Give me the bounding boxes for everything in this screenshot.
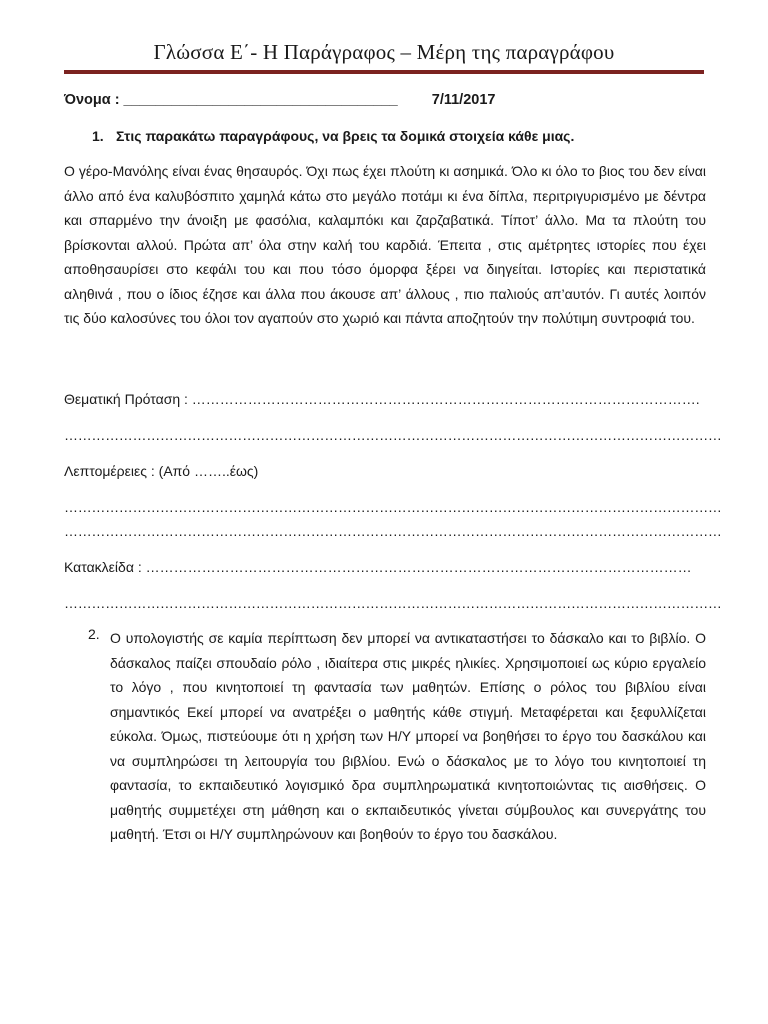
question-1-text: Στις παρακάτω παραγράφους, να βρεις τα δομικά στοιχεία κάθε μιας. (116, 128, 575, 144)
question-1 (92, 128, 574, 144)
conclusion-field[interactable]: Κατακλείδα : ……………………………………………………………………………………………………… (64, 559, 692, 575)
paragraph-1: Ο γέρο-Μανόλης είναι ένας θησαυρός. Όχι πως έχει πλούτη κι ασημικά. Όλο κι όλο το βιος του δεν είναι άλλο από ένα καλυβόσπιτο χαμηλά κάτω στο μεγάλο ποτάμι κι ένα δίπλα, περιτριγυρισμένο με δέντρα και σπαρμένο την άνοιξη με φασόλια, καλαμπόκι και ζαρζαβατικά. Τίποτ’ άλλο. Μα τα πλούτη του βρίσκονται αλλού. Πρώτα απ’ όλα στην καλή του καρδιά. Έπειτα , στις αμέτρητες ιστορίες που έχει αποθησαυρίσει στο κεφάλι του και που τόσο όμορφα ξέρει να διηγείται. Ιστορίες και περιστατικά αληθινά , που ο ίδιος έζησε και άλλα που άκουσε απ’ άλλους , πιο παλιούς απ’αυτόν. Γι αυτές λοιπόν τις δύο καλοσύνες του όλοι τον αγαπούν στο χωριό και πάντα αποζητούν την πολύτιμη συντροφιά του. (64, 163, 706, 326)
details-line-1[interactable]: ……………………………………………………………………………………………………………………………… (64, 499, 722, 515)
conclusion-line[interactable]: ……………………………………………………………………………………………………………………………… (64, 595, 722, 611)
details-field-label: Λεπτομέρειες : (Από ……..έως) (64, 463, 259, 479)
topic-sentence-field[interactable]: Θεματική Πρόταση : ………………………………………………………………………………………………. (64, 391, 700, 407)
title-divider (64, 70, 704, 74)
details-line-2[interactable]: ……………………………………………………………………………………………………………………………… (64, 523, 722, 539)
paragraph-2: Ο υπολογιστής σε καμία περίπτωση δεν μπορεί να αντικαταστήσει το δάσκαλο και το βιβλίο. Ο δάσκαλος παίζει σπουδαίο ρόλο , ιδιαίτερα στις μικρές ηλικίες. Χρησιμοποιεί ως κύριο εργαλείο το λόγο , που κινητοποιεί τη φαντασία των μαθητών. Επίσης ο ρόλος του βιβλίου είναι σημαντικός Εκεί μπορεί να ανατρέξει ο μαθητής κάθε στιγμή. Μεταφέρεται και ξεφυλλίζεται εύκολα. Όμως, πιστεύουμε ότι η χρήση των Η/Υ μπορεί να βοηθήσει το έργο του δασκάλου και να συμπληρώσει τη λειτουργία του βιβλίου. Ενώ ο δάσκαλος με το λόγο του κινητοποιεί τη φαντασία, το εκπαιδευτικό λογισμικό δρα συμπληρωματικά κινητοποιώντας τις αισθήσεις. Ο μαθητής συμμετέχει στη μάθηση και ο εκπαιδευτικός γίνεται σύμβουλος και συνεργάτης του μαθητή. Έτσι οι Η/Υ συμπληρώνουν και βοηθούν το έργο του δασκάλου. (110, 630, 706, 842)
topic-sentence-line[interactable]: ……………………………………………………………………………………………………………………………… (64, 427, 722, 443)
name-field[interactable]: Όνομα : __________________________________ (64, 92, 398, 108)
question-2 (88, 626, 706, 847)
question-2-number: 2. (88, 626, 100, 642)
name-date-line (64, 92, 495, 108)
question-1-number: 1. (92, 128, 104, 144)
date-text: 7/11/2017 (431, 92, 496, 108)
page-title: Γλώσσα Ε΄- Η Παράγραφος – Μέρη της παραγράφου (153, 40, 615, 64)
